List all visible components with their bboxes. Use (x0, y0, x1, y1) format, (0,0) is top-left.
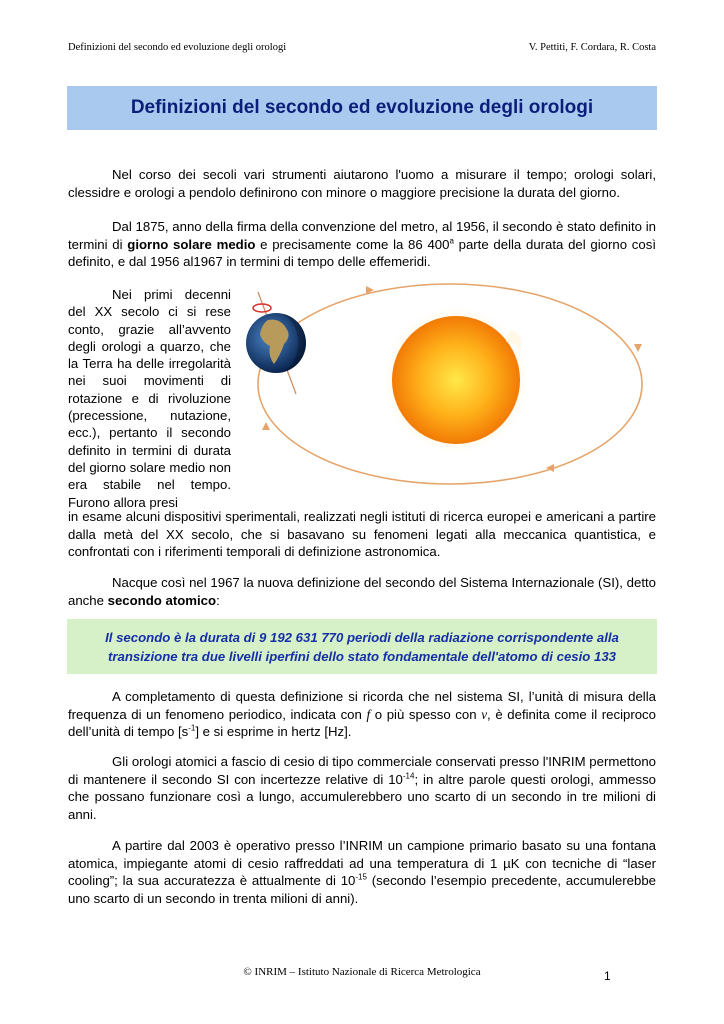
earth-sun-orbit-illustration (240, 272, 668, 494)
text-run: ] e si esprime in hertz [Hz]. (195, 724, 352, 740)
text-run: : (216, 592, 220, 608)
paragraph-4 (68, 574, 656, 609)
paragraph-5 (68, 688, 656, 741)
text-run: parte della durata del giorno così definito, e dal 1956 al1967 in termini di tempo delle effemeridi. (68, 236, 656, 270)
page-number: 1 (604, 969, 611, 983)
superscript: -15 (355, 872, 367, 882)
bold-term: secondo atomico (107, 592, 217, 608)
text-run: (secondo l’esempio precedente, accumulerebbe uno scarto di un secondo in trenta milioni di anni). (68, 873, 656, 906)
text-run: Gli orologi atomici a fascio di cesio di tipo commerciale conservati presso l'INRIM permettono di mantenere il secondo SI con incertezze relative di 10 (68, 754, 656, 787)
definition-line-2: transizione tra due livelli iperfini dello stato fondamentale dell'atomo di cesio 133 (107, 648, 617, 664)
sun-icon (392, 316, 520, 444)
orbit-arrow-icon (262, 422, 270, 430)
title-banner (67, 86, 657, 130)
paragraph-2 (68, 218, 656, 271)
text-run: e precisamente come la 86 400 (255, 236, 450, 252)
bold-term: giorno solare medio (127, 236, 256, 252)
paragraph-1: Nel corso dei secoli vari strumenti aiutarono l'uomo a misurare il tempo; orologi solari, clessidre e orologi a pendolo definirono con minore o maggiore precisione la durata del giorno. (68, 167, 656, 200)
definition-line-1: Il secondo è la durata di 9 192 631 770 periodi della radiazione corrispondente alla (105, 629, 619, 645)
frequency-symbol-f: f (366, 706, 371, 722)
text-run: ; in altre parole questi orologi, ammesso che possano funzionare così a lungo, accumulerebbero uno scarto di un secondo in tre milioni di anni. (68, 771, 656, 822)
header-left: Definizioni del secondo ed evoluzione degli orologi (68, 42, 287, 53)
superscript: a (449, 236, 454, 246)
page-title: Definizioni del secondo ed evoluzione degli orologi (130, 97, 594, 118)
text-run: A partire dal 2003 è operativo presso l’INRIM un campione primario basato su una fontana atomica, impiegante atomi di cesio raffreddati ad una temperatura di 1 µK con tecniche di “laser cooling”; la sua accuratezza è attualmente di 10 (68, 838, 656, 889)
superscript: -14 (402, 771, 415, 781)
text-run: Dal 1875, anno della firma della convenzione del metro, al 1956, il secondo è stato definito in termini di (68, 219, 656, 252)
earth-rotation-ring (253, 304, 271, 312)
paragraph-3-float: Nei primi decenni del XX secolo ci si rese conto, grazie all’avvento degli orologi a quarzo, che la Terra ha delle irregolarità nei suoi movimenti di rotazione e di rivoluzione (precessione, nutazione, ecc.), pertanto il secondo definito in termini di durata del giorno solare medio non era stabile nel tempo. Furono allora presi (68, 287, 231, 510)
superscript: -1 (188, 723, 196, 733)
definition-box (67, 619, 657, 674)
frequency-symbol-nu: ν (481, 706, 488, 722)
paragraph-3-rest: in esame alcuni dispositivi sperimentali, realizzati negli istituti di ricerca europei e americani a partire dalla metà del XX secolo, che si basavano su fenomeni legati alla meccanica quantistica, e confrontati con i riferimenti temporali di definizione astronomica. (68, 509, 656, 560)
page-header (68, 42, 656, 53)
text-run: Nacque così nel 1967 la nuova definizione del secondo del Sistema Internazionale (SI), detto anche (68, 575, 656, 608)
text-run: A completamento di questa definizione si ricorda che nel sistema SI, l’unità di misura della frequenza di un fenomeno periodico, indicata con (68, 689, 656, 722)
paragraph-6 (68, 753, 656, 823)
header-right: V. Pettiti, F. Cordara, R. Costa (528, 42, 656, 53)
paragraph-7 (68, 837, 656, 907)
text-run: o più spesso con (370, 706, 482, 722)
orbit-arrow-icon (634, 344, 642, 352)
page-footer: © INRIM – Istituto Nazionale di Ricerca Metrologica (243, 966, 481, 978)
text-run: , è definita come il reciproco dell’unità di tempo [s (68, 706, 656, 740)
